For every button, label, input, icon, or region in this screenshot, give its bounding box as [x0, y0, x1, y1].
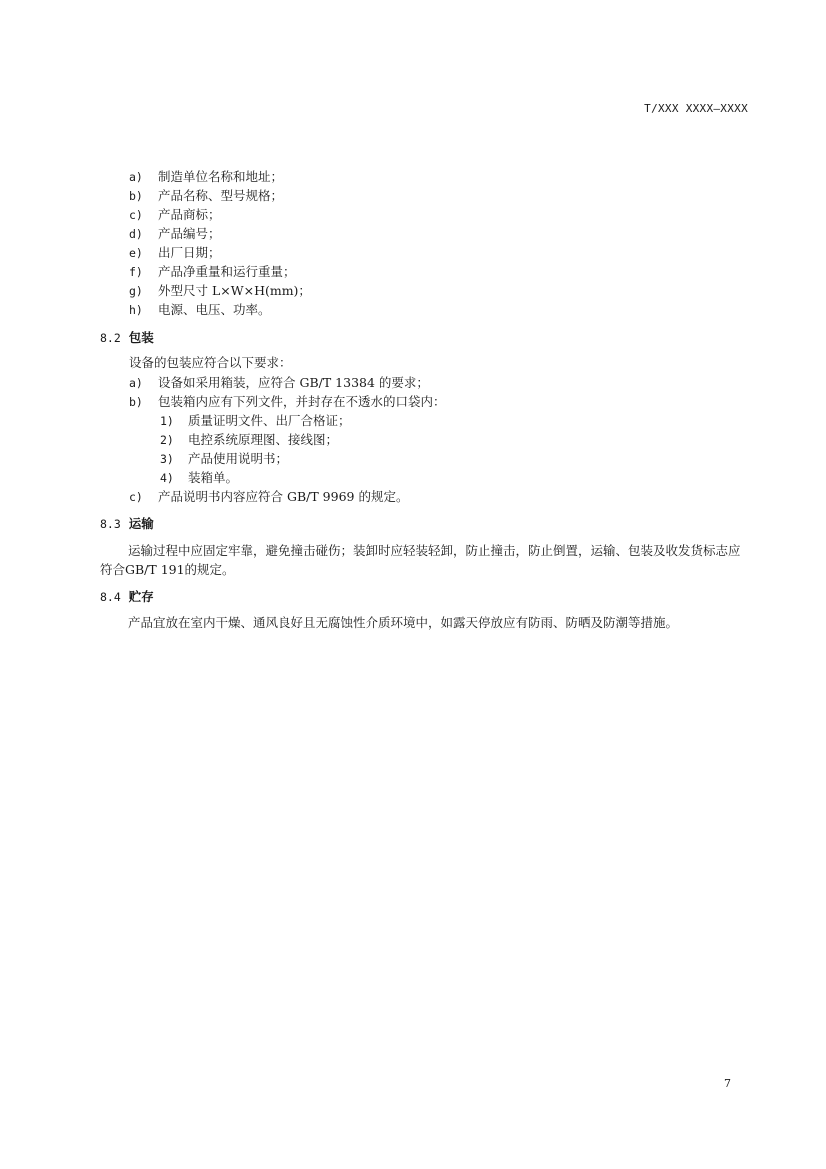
sub-list-item-text: 装箱单。	[188, 470, 239, 485]
list-item-text: 出厂日期；	[158, 245, 221, 260]
list-item-text: 设备如采用箱装，应符合 GB/T 13384 的要求；	[158, 375, 429, 390]
sub-list-marker: 4)	[160, 471, 174, 485]
list-marker: b)	[129, 189, 143, 203]
sub-list-item	[160, 412, 351, 430]
list-item-text: 产品商标；	[158, 207, 221, 222]
section-intro: 设备的包装应符合以下要求：	[129, 355, 292, 370]
list-item	[129, 488, 408, 506]
list-item-text: 包装箱内应有下列文件，并封存在不透水的口袋内：	[158, 394, 446, 409]
sub-list-marker: 3)	[160, 452, 174, 466]
list-marker: a)	[129, 170, 143, 184]
list-item	[129, 374, 429, 392]
list-item	[129, 187, 283, 205]
sub-list-item-text: 质量证明文件、出厂合格证；	[188, 413, 351, 428]
section-body-8-3: 运输过程中应固定牢靠，避免撞击碰伤；装卸时应轻装轻卸，防止撞击，防止倒置，运输、包装及收发货标志应符合GB/T 191的规定。	[100, 543, 741, 577]
section-heading-8-3	[100, 515, 154, 533]
list-item	[129, 225, 221, 243]
list-item	[129, 393, 446, 411]
section-title: 运输	[128, 516, 154, 531]
sub-list-item-text: 产品使用说明书；	[188, 451, 289, 466]
list-marker: h)	[129, 303, 143, 317]
list-item	[129, 244, 221, 262]
list-item	[129, 263, 296, 281]
list-marker: c)	[129, 208, 143, 222]
sub-list-item	[160, 469, 238, 487]
list-marker: a)	[129, 376, 143, 390]
list-item-text: 产品名称、型号规格；	[158, 188, 284, 203]
section-body-8-4: 产品宜放在室内干燥、通风良好且无腐蚀性介质环境中，如露天停放应有防雨、防晒及防潮等措施。	[128, 615, 679, 630]
sub-list-item	[160, 431, 338, 449]
sub-list-item-text: 电控系统原理图、接线图；	[188, 432, 339, 447]
section-heading-8-2	[100, 329, 154, 347]
list-item-text: 制造单位名称和地址；	[158, 169, 284, 184]
section-number: 8.2	[100, 331, 121, 345]
list-item-text: 外型尺寸 L×W×H(mm)；	[158, 283, 311, 298]
list-item	[129, 282, 311, 300]
list-item-text: 电源、电压、功率。	[158, 302, 271, 317]
sub-list-marker: 2)	[160, 433, 174, 447]
list-item-text: 产品净重量和运行重量；	[158, 264, 296, 279]
page-number: 7	[724, 1077, 731, 1090]
section-title: 包装	[128, 330, 154, 345]
list-marker: c)	[129, 490, 143, 504]
section-number: 8.3	[100, 517, 121, 531]
section-title: 贮存	[128, 589, 154, 604]
section-number: 8.4	[100, 590, 121, 604]
list-marker: b)	[129, 395, 143, 409]
list-marker: e)	[129, 246, 143, 260]
document-code: T/XXX XXXX—XXXX	[644, 102, 748, 115]
section-heading-8-4	[100, 588, 154, 606]
list-marker: g)	[129, 284, 143, 298]
sub-list-item	[160, 450, 288, 468]
list-item	[129, 301, 271, 319]
list-item-text: 产品编号；	[158, 226, 221, 241]
list-item	[129, 168, 283, 186]
sub-list-marker: 1)	[160, 414, 174, 428]
list-marker: d)	[129, 227, 143, 241]
list-item	[129, 206, 221, 224]
list-item-text: 产品说明书内容应符合 GB/T 9969 的规定。	[158, 489, 409, 504]
list-marker: f)	[129, 265, 143, 279]
